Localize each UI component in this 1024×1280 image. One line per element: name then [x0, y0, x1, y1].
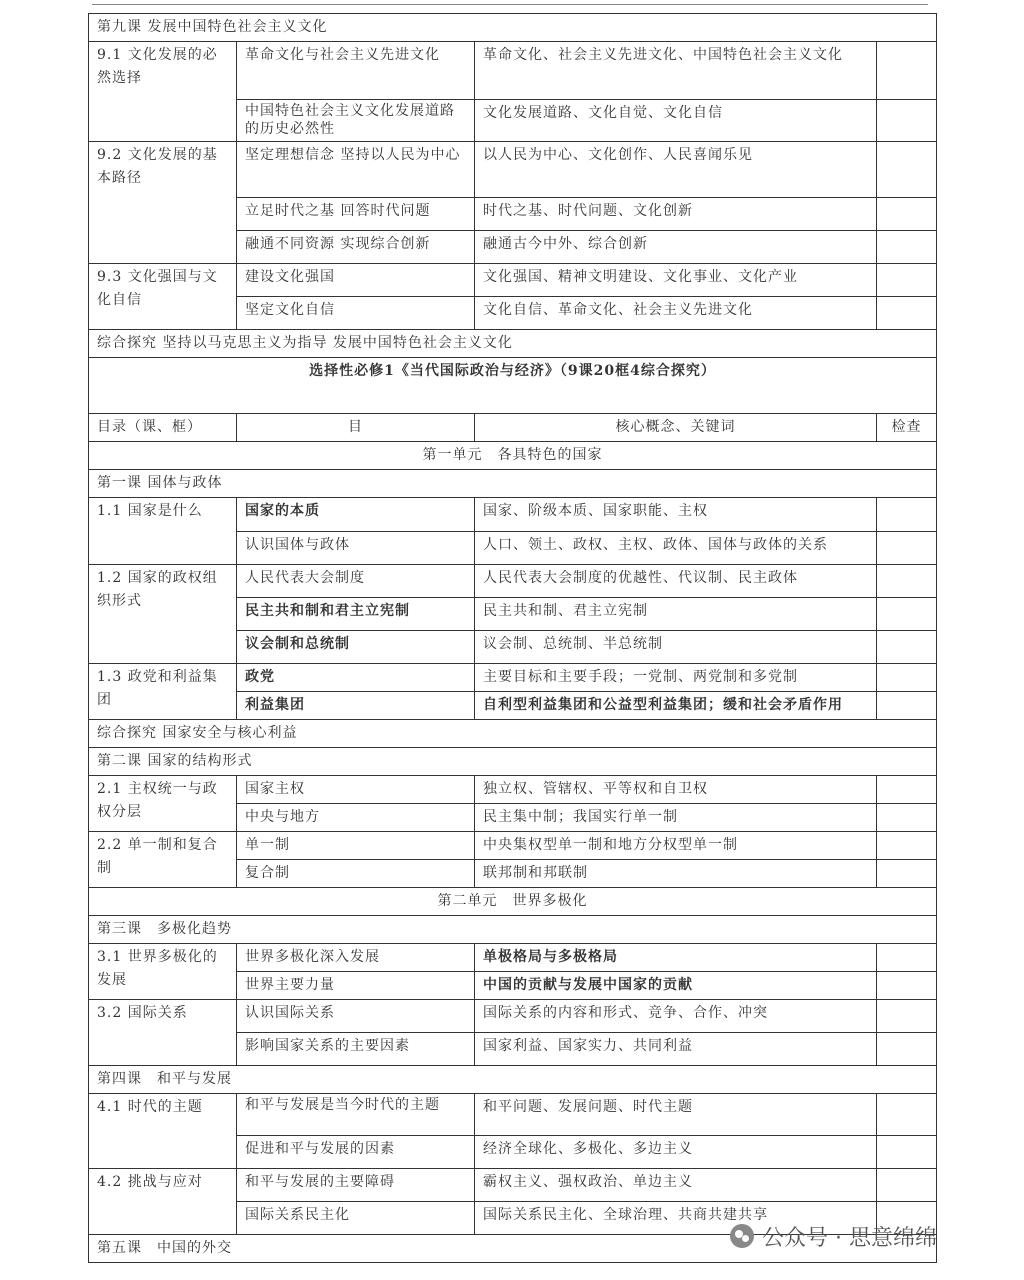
keyword-cell: 单极格局与多极格局: [475, 944, 877, 972]
keyword-cell: 革命文化、社会主义先进文化、中国特色社会主义文化: [475, 42, 877, 100]
item-cell: 国际关系民主化: [237, 1202, 475, 1235]
item-cell: 融通不同资源 实现综合创新: [237, 231, 475, 264]
check-cell[interactable]: [877, 598, 937, 631]
keyword-cell: 中央集权型单一制和地方分权型单一制: [475, 832, 877, 860]
check-cell[interactable]: [877, 972, 937, 1000]
header-item: 目: [237, 414, 475, 442]
item-cell: 国家主权: [237, 776, 475, 804]
check-cell[interactable]: [877, 498, 937, 532]
item-cell: 影响国家关系的主要因素: [237, 1033, 475, 1066]
check-cell[interactable]: [877, 142, 937, 198]
item-cell: 促进和平与发展的因素: [237, 1136, 475, 1169]
check-cell[interactable]: [877, 532, 937, 565]
keyword-cell: 联邦制和邦联制: [475, 860, 877, 888]
frame-cell: 2.1 主权统一与政权分层: [89, 776, 237, 832]
item-cell: 和平与发展的主要障碍: [237, 1169, 475, 1202]
check-cell[interactable]: [877, 1033, 937, 1066]
section-title: 选择性必修1《当代国际政治与经济》（9课20框4综合探究）: [89, 358, 937, 414]
item-cell: 世界主要力量: [237, 972, 475, 1000]
item-cell: 民主共和制和君主立宪制: [237, 598, 475, 631]
outline-table: [88, 13, 937, 1263]
check-cell[interactable]: [877, 297, 937, 330]
watermark-text: 公众号 · 思意绵绵: [762, 1225, 937, 1251]
keyword-cell: 和平问题、发展问题、时代主题: [475, 1094, 877, 1136]
item-cell: 利益集团: [237, 692, 475, 720]
item-cell: 认识国体与政体: [237, 532, 475, 565]
header-keywords: 核心概念、关键词: [475, 414, 877, 442]
check-cell[interactable]: [877, 264, 937, 297]
check-cell[interactable]: [877, 832, 937, 860]
frame-cell: 9.2 文化发展的基本路径: [89, 142, 237, 264]
check-cell[interactable]: [877, 231, 937, 264]
keyword-cell: 文化自信、革命文化、社会主义先进文化: [475, 297, 877, 330]
explore-row: 综合探究 国家安全与核心利益: [89, 720, 937, 748]
keyword-cell: 经济全球化、多极化、多边主义: [475, 1136, 877, 1169]
item-cell: 中国特色社会主义文化发展道路的历史必然性: [237, 100, 475, 142]
header-check: 检查: [877, 414, 937, 442]
unit-row: 第二单元 世界多极化: [89, 888, 937, 916]
lesson-row: 第二课 国家的结构形式: [89, 748, 937, 776]
check-cell[interactable]: [877, 42, 937, 100]
keyword-cell: 文化发展道路、文化自觉、文化自信: [475, 100, 877, 142]
item-cell: 坚定文化自信: [237, 297, 475, 330]
check-cell[interactable]: [877, 1000, 937, 1033]
keyword-cell: 主要目标和主要手段；一党制、两党制和多党制: [475, 664, 877, 692]
item-cell: 复合制: [237, 860, 475, 888]
check-cell[interactable]: [877, 944, 937, 972]
keyword-cell: 议会制、总统制、半总统制: [475, 631, 877, 664]
lesson-row: 第五课 中国的外交: [89, 1235, 937, 1263]
lesson-row: 第一课 国体与政体: [89, 470, 937, 498]
check-cell[interactable]: [877, 776, 937, 804]
frame-cell: 9.3 文化强国与文化自信: [89, 264, 237, 330]
check-cell[interactable]: [877, 664, 937, 692]
frame-cell: 1.1 国家是什么: [89, 498, 237, 565]
keyword-cell: 独立权、管辖权、平等权和自卫权: [475, 776, 877, 804]
keyword-cell: 国家利益、国家实力、共同利益: [475, 1033, 877, 1066]
frame-cell: 1.2 国家的政权组织形式: [89, 565, 237, 664]
keyword-cell: 文化强国、精神文明建设、文化事业、文化产业: [475, 264, 877, 297]
item-cell: 坚定理想信念 坚持以人民为中心: [237, 142, 475, 198]
item-cell: 革命文化与社会主义先进文化: [237, 42, 475, 100]
item-cell: 立足时代之基 回答时代问题: [237, 198, 475, 231]
item-cell: 议会制和总统制: [237, 631, 475, 664]
explore-row: 综合探究 坚持以马克思主义为指导 发展中国特色社会主义文化: [89, 330, 937, 358]
item-cell: 建设文化强国: [237, 264, 475, 297]
keyword-cell: 国家、阶级本质、国家职能、主权: [475, 498, 877, 532]
check-cell[interactable]: [877, 631, 937, 664]
item-cell: 中央与地方: [237, 804, 475, 832]
keyword-cell: 国际关系民主化、全球治理、共商共建共享: [475, 1202, 877, 1235]
lesson-row: 第四课 和平与发展: [89, 1066, 937, 1094]
check-cell[interactable]: [877, 198, 937, 231]
keyword-cell: 以人民为中心、文化创作、人民喜闻乐见: [475, 142, 877, 198]
keyword-cell: 民主集中制；我国实行单一制: [475, 804, 877, 832]
keyword-cell: 融通古今中外、综合创新: [475, 231, 877, 264]
page-top-rule: [92, 4, 928, 5]
keyword-cell: 人民代表大会制度的优越性、代议制、民主政体: [475, 565, 877, 598]
check-cell[interactable]: [877, 100, 937, 142]
item-cell: 国家的本质: [237, 498, 475, 532]
item-cell: 人民代表大会制度: [237, 565, 475, 598]
keyword-cell: 自利型利益集团和公益型利益集团；缓和社会矛盾作用: [475, 692, 877, 720]
frame-cell: 1.3 政党和利益集团: [89, 664, 237, 720]
frame-cell: 9.1 文化发展的必然选择: [89, 42, 237, 142]
check-cell[interactable]: [877, 1136, 937, 1169]
item-cell: 和平与发展是当今时代的主题: [237, 1094, 475, 1136]
keyword-cell: 国际关系的内容和形式、竞争、合作、冲突: [475, 1000, 877, 1033]
check-cell[interactable]: [877, 1094, 937, 1136]
header-catalog: 目录（课、框）: [89, 414, 237, 442]
frame-cell: 3.1 世界多极化的发展: [89, 944, 237, 1000]
keyword-cell: 人口、领土、政权、主权、政体、国体与政体的关系: [475, 532, 877, 565]
frame-cell: 4.1 时代的主题: [89, 1094, 237, 1169]
lesson-row: 第九课 发展中国特色社会主义文化: [89, 14, 937, 42]
item-cell: 世界多极化深入发展: [237, 944, 475, 972]
frame-cell: 4.2 挑战与应对: [89, 1169, 237, 1235]
keyword-cell: 民主共和制、君主立宪制: [475, 598, 877, 631]
check-cell[interactable]: [877, 860, 937, 888]
frame-cell: 3.2 国际关系: [89, 1000, 237, 1066]
item-cell: 认识国际关系: [237, 1000, 475, 1033]
item-cell: 单一制: [237, 832, 475, 860]
item-cell: 政党: [237, 664, 475, 692]
wechat-logo-icon: [730, 1224, 754, 1248]
keyword-cell: 霸权主义、强权政治、单边主义: [475, 1169, 877, 1202]
check-cell[interactable]: [877, 804, 937, 832]
keyword-cell: 时代之基、时代问题、文化创新: [475, 198, 877, 231]
check-cell[interactable]: [877, 692, 937, 720]
lesson-row: 第三课 多极化趋势: [89, 916, 937, 944]
watermark: [730, 1220, 937, 1252]
keyword-cell: 中国的贡献与发展中国家的贡献: [475, 972, 877, 1000]
check-cell[interactable]: [877, 565, 937, 598]
frame-cell: 2.2 单一制和复合制: [89, 832, 237, 888]
check-cell[interactable]: [877, 1169, 937, 1202]
unit-row: 第一单元 各具特色的国家: [89, 442, 937, 470]
